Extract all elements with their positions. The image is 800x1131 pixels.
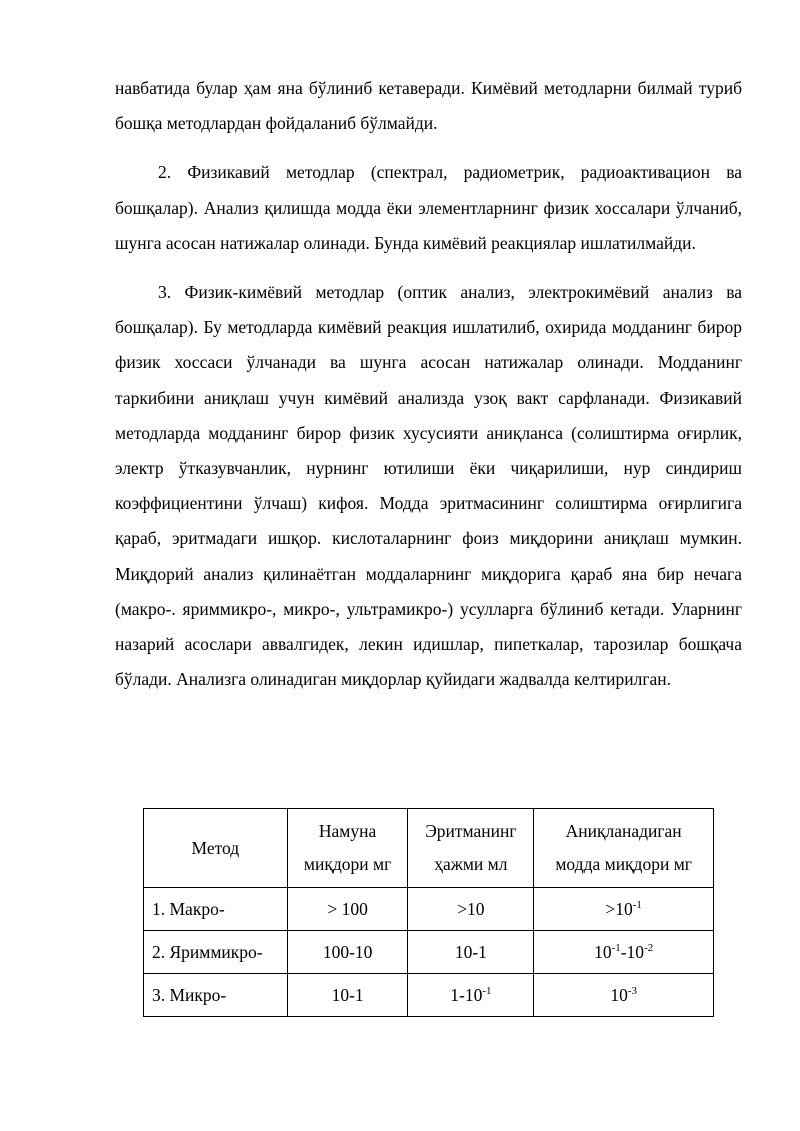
cell-amount-exponent-2: -2 [644, 941, 654, 954]
cell-amount [534, 931, 714, 974]
paragraph-physical-methods: 2. Физикавий методлар (спектрал, радиометрик, радиоактивацион ва бошқалар). Анализ қилишда модда ёки элементларнинг физик хоссалари ўлчаниб, шунга асосан натижалар олинади. Бунда кимёвий реакциялар ишлатилмайди. [115, 162, 742, 253]
cell-volume [408, 974, 534, 1017]
header-method: Метод [144, 809, 288, 888]
header-amount-line1: Аниқланадиган [565, 821, 682, 841]
cell-method: 1. Макро- [144, 888, 288, 931]
cell-volume [408, 931, 534, 974]
cell-method: 3. Микро- [144, 974, 288, 1017]
header-sample-line2: миқдори мг [303, 854, 392, 874]
table-row [144, 888, 714, 931]
header-volume-line2: ҳажми мл [434, 854, 508, 874]
cell-amount-base-2: -10 [620, 941, 645, 962]
header-amount-line2: модда миқдори мг [555, 854, 692, 874]
cell-volume [408, 888, 534, 931]
cell-amount-exponent: -1 [632, 898, 642, 911]
cell-amount-base: 10 [594, 941, 612, 962]
cell-amount-exponent: -3 [627, 984, 637, 997]
cell-volume-base: 10-1 [454, 941, 487, 962]
body-text [115, 71, 742, 711]
analysis-amounts-table [143, 808, 714, 1017]
cell-method: 2. Яриммикро- [144, 931, 288, 974]
cell-volume-base: >10 [457, 898, 485, 919]
cell-amount [534, 888, 714, 931]
header-determined-amount [534, 809, 714, 888]
header-volume-line1: Эритманинг [425, 821, 517, 841]
paragraph-continuation: навбатида булар ҳам яна бўлиниб кетаверади. Кимёвий методларни билмай туриб бошқа методлардан фойдаланиб бўлмайди. [115, 78, 742, 134]
table-header-row [144, 809, 714, 888]
table-row [144, 974, 714, 1017]
header-sample-line1: Намуна [318, 821, 377, 841]
cell-volume-exponent: -1 [482, 984, 492, 997]
cell-amount [534, 974, 714, 1017]
table-row [144, 931, 714, 974]
cell-volume-base: 1-10 [450, 984, 483, 1005]
cell-amount-base: 10 [610, 984, 628, 1005]
header-solution-volume [408, 809, 534, 888]
cell-sample: 10-1 [287, 974, 408, 1017]
cell-amount-exponent: -1 [611, 941, 621, 954]
header-sample-amount [287, 809, 408, 888]
paragraph-physicochemical-methods: 3. Физик-кимёвий методлар (оптик анализ, электрокимёвий анализ ва бошқалар). Бу методларда кимёвий реакция ишлатилиб, охирида модданинг бирор физик хоссаси ўлчанади ва шунга асосан натижалар олинади. Модданинг таркибини аниқлаш учун кимёвий анализда узоқ вакт сарфланади. Физикавий методларда модданинг бирор физик хусусияти аниқланса (солиштирма оғирлик, электр ўтказувчанлик, нурнинг ютилиши ёки чиқарилиши, нур синдириш коэффициентини ўлчаш) кифоя. Модда эритмасининг солиштирма оғирлигига қараб, эритмадаги ишқор. кислоталарнинг фоиз миқдорини аниқлаш мумкин. Миқдорий анализ қилинаётган моддаларнинг миқдорига қараб яна бир нечага (макро-. яриммикро-, микро-, ультрамикро-) усулларга бўлиниб кетади. Уларнинг назарий асослари аввалгидек, лекин идишлар, пипеткалар, тарозилар бошқача бўлади. Анализга олинадиган миқдорлар қуйидаги жадвалда келтирилган. [115, 282, 742, 690]
cell-amount-base: >10 [605, 898, 633, 919]
cell-sample: 100-10 [287, 931, 408, 974]
cell-sample: > 100 [287, 888, 408, 931]
